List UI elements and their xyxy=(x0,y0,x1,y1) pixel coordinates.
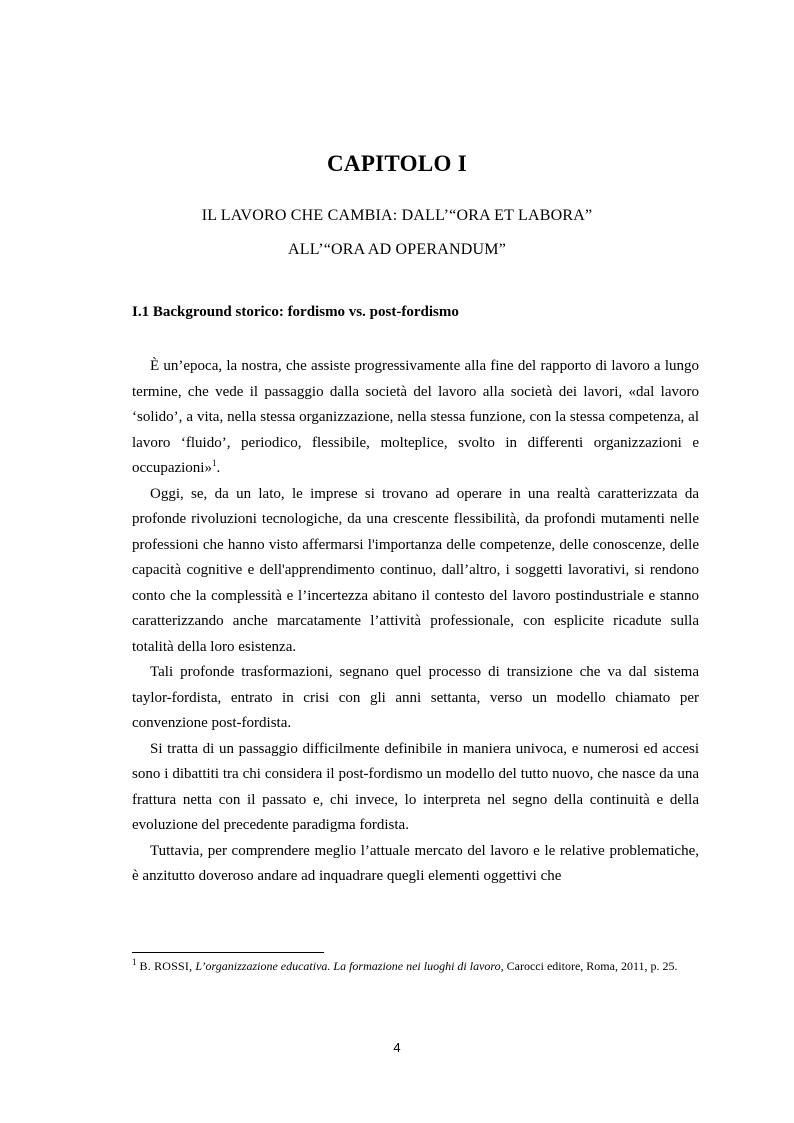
footnote-author: B. ROSSI, xyxy=(139,959,193,973)
paragraph-5: Tuttavia, per comprendere meglio l’attuale mercato del lavoro e le relative problematiche, è anzitutto doveroso andare ad inquadrare quegli elementi oggettivi che xyxy=(132,842,699,884)
chapter-title: CAPITOLO I xyxy=(327,151,467,176)
footnote-title: L’organizzazione educativa. La formazione nei luoghi di lavoro xyxy=(195,959,501,973)
paragraph-3: Tali profonde trasformazioni, segnano quel processo di transizione che va dal sistema taylor-fordista, entrato in crisi con gli anni settanta, verso un modello chiamato per convenzione post-fordista. xyxy=(132,664,699,731)
body-text xyxy=(132,354,699,890)
paragraph-1-text: È un’epoca, la nostra, che assiste progressivamente alla fine del rapporto di lavoro a lungo termine, che vede il passaggio dalla società del lavoro alla società dei lavori, «dal lavoro ‘solido’, a vita, nella stessa organizzazione, nella stessa funzione, con la stessa competenza, al lavoro ‘fluido’, periodico, flessibile, molteplice, svolto in differenti organizzazioni e occupazioni» xyxy=(132,358,699,476)
footnote-marker: 1 xyxy=(132,957,137,967)
chapter-subtitle-line-1: IL LAVORO CHE CAMBIA: DALL’“ORA ET LABORA” xyxy=(201,207,593,224)
footnote-details: , Carocci editore, Roma, 2011, p. 25. xyxy=(500,959,678,973)
paragraph-1-end: . xyxy=(216,460,221,476)
chapter-subtitle-line-2: ALL’“ORA AD OPERANDUM” xyxy=(287,241,507,258)
section-heading: I.1 Background storico: fordismo vs. post-fordismo xyxy=(132,304,459,320)
page-number: 4 xyxy=(393,1040,401,1055)
paragraph-4: Si tratta di un passaggio difficilmente definibile in maniera univoca, e numerosi ed accesi sono i dibattiti tra chi considera il post-fordismo un modello del tutto nuovo, che nasce da una frattura netta con il passato e, chi invece, lo interpreta nel segno della continuità e della evoluzione del precedente paradigma fordista. xyxy=(132,740,699,833)
footnote-reference[interactable]: 1 xyxy=(211,458,217,468)
footnote-separator xyxy=(132,952,324,953)
paragraph-1 xyxy=(132,354,699,482)
footnote xyxy=(132,958,699,975)
paragraph-2: Oggi, se, da un lato, le imprese si trovano ad operare in una realtà caratterizzata da profonde rivoluzioni tecnologiche, da una crescente flessibilità, da profondi mutamenti nelle professioni che hanno visto affermarsi l'importanza delle competenze, delle conoscenze, delle capacità cognitive e dell'apprendimento continuo, dall’altro, i soggetti lavorativi, si rendono conto che la complessità e l’incertezza abitano il contesto del lavoro postindustriale e stanno caratterizzando anche marcatamente l’attività professionale, con esplicite ricadute sulla totalità della loro esistenza. xyxy=(132,485,699,655)
